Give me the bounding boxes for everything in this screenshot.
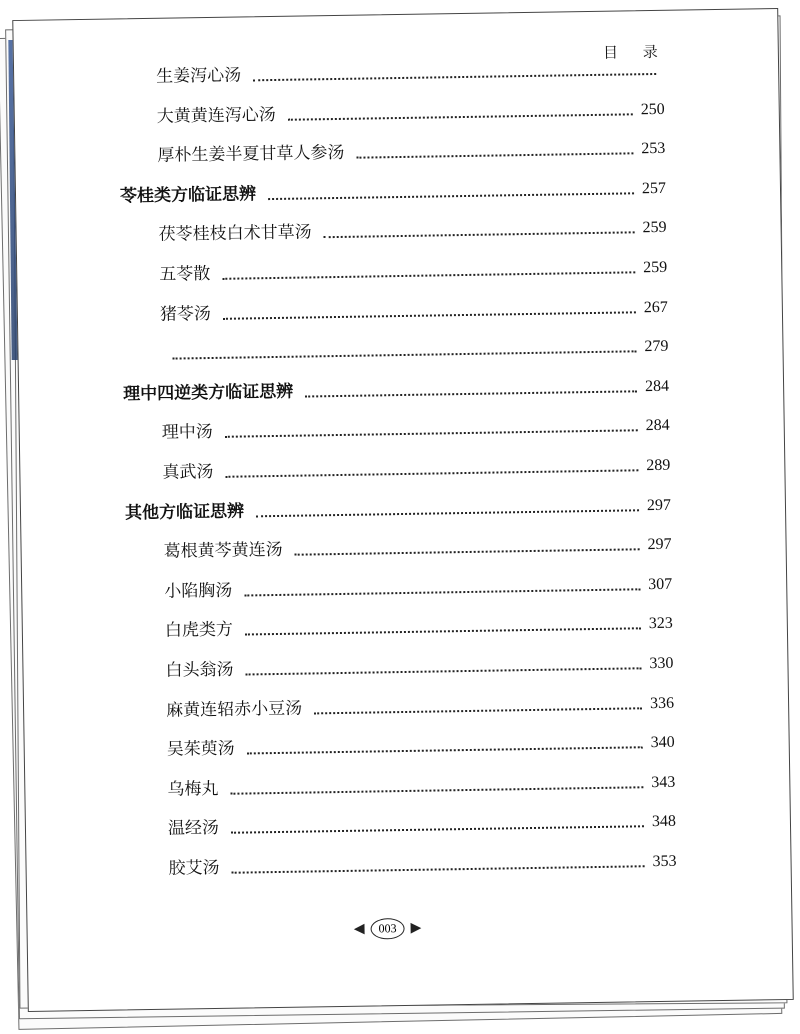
toc-section-entry	[123, 372, 669, 405]
toc-entry-title: 葛根黄芩黄连汤	[163, 540, 283, 562]
toc-entry	[157, 94, 665, 126]
toc-entry	[165, 649, 673, 681]
toc-section-entry	[120, 174, 666, 207]
dot-leader	[253, 73, 656, 81]
toc-entry-title: 其他方临证思辨	[124, 501, 245, 523]
toc-entry	[157, 134, 665, 166]
toc-entry-page: 340	[650, 733, 675, 752]
toc-entry-page: 336	[649, 694, 675, 712]
toc-entry	[162, 451, 670, 483]
toc-entry	[164, 570, 672, 602]
page-number: 003	[370, 918, 404, 940]
dot-leader	[223, 311, 636, 319]
toc-entry-title: 白头翁汤	[165, 659, 234, 681]
dot-leader	[230, 786, 643, 794]
toc-entry-page: 348	[651, 813, 677, 831]
toc-entry	[166, 688, 674, 720]
toc-entry	[156, 55, 664, 87]
toc-entry-page: 330	[649, 654, 674, 673]
toc-entry	[167, 768, 675, 800]
dot-leader	[314, 707, 642, 714]
toc-entry	[158, 213, 666, 245]
toc-entry-title: 乌梅丸	[167, 778, 219, 800]
page-footer	[327, 912, 447, 944]
dot-leader	[231, 826, 644, 834]
dot-leader	[256, 509, 639, 517]
toc-entry-page: 297	[646, 496, 672, 514]
toc-entry-title: 猪苓汤	[159, 303, 212, 325]
toc-entry	[165, 609, 673, 641]
dot-leader	[173, 350, 637, 359]
toc-entry-page: 323	[648, 615, 673, 633]
toc-entry-page: 284	[645, 417, 670, 435]
toc-entry-page: 259	[643, 258, 668, 277]
table-of-contents	[13, 9, 792, 1011]
toc-entry-page: 353	[652, 852, 677, 871]
toc-entry-page: 267	[643, 298, 668, 316]
ornament-right-icon: ▶	[410, 919, 422, 936]
toc-entry-page: 297	[647, 535, 672, 554]
book-page	[12, 8, 793, 1012]
toc-entry-title: 理中汤	[161, 422, 213, 444]
toc-entry-page: 259	[642, 219, 667, 237]
dot-leader	[295, 548, 640, 555]
dot-leader	[247, 746, 643, 754]
toc-entry-page: 289	[646, 456, 671, 475]
toc-entry	[160, 332, 668, 364]
dot-leader	[324, 232, 635, 239]
dot-leader	[232, 865, 645, 873]
toc-entry	[159, 253, 667, 285]
toc-entry-page: 284	[644, 377, 670, 395]
toc-entry-title: 生姜泻心汤	[156, 65, 242, 87]
toc-entry-page: 253	[641, 140, 666, 158]
toc-entry-title: 厚朴生姜半夏甘草人参汤	[157, 143, 345, 167]
dot-leader	[225, 430, 638, 438]
toc-entry-page: 343	[651, 773, 676, 791]
dot-leader	[244, 588, 640, 596]
toc-entry-title: 理中四逆类方临证思辨	[122, 381, 294, 405]
toc-entry-title: 温经汤	[167, 818, 220, 840]
ornament-left-icon: ◀	[353, 920, 365, 937]
dot-leader	[225, 469, 638, 477]
dot-leader	[245, 628, 641, 636]
dot-leader	[268, 192, 634, 200]
toc-entry-title: 苓桂类方临证思辨	[119, 184, 257, 207]
dot-leader	[288, 113, 633, 120]
toc-entry-page: 257	[641, 179, 667, 198]
dot-leader	[356, 153, 633, 159]
toc-entry-title: 麻黄连轺赤小豆汤	[165, 698, 303, 721]
toc-entry-page: 250	[640, 100, 665, 118]
toc-entry-title: 大黄黄连泻心汤	[156, 104, 276, 127]
toc-entry	[168, 847, 676, 879]
toc-entry	[167, 728, 675, 760]
dot-leader	[222, 271, 635, 279]
toc-entry	[163, 530, 671, 562]
toc-entry	[168, 807, 676, 839]
page-header: 目 录	[602, 42, 668, 62]
toc-entry-title: 茯苓桂枝白术甘草汤	[158, 222, 312, 246]
toc-entry-page: 279	[644, 337, 669, 356]
toc-entry-page: 307	[648, 575, 673, 593]
toc-entry	[162, 411, 670, 443]
toc-entry-title: 五苓散	[159, 263, 211, 285]
dot-leader	[246, 667, 642, 675]
toc-entry-title: 白虎类方	[164, 620, 234, 642]
toc-entry-title: 胶艾汤	[168, 857, 220, 879]
toc-entry-title: 真武汤	[162, 461, 214, 483]
toc-entry-title: 吴茱萸汤	[166, 738, 235, 760]
dot-leader	[305, 390, 637, 397]
toc-entry	[160, 292, 668, 324]
toc-entry-title: 小陷胸汤	[164, 580, 233, 602]
toc-section-entry	[125, 490, 671, 523]
